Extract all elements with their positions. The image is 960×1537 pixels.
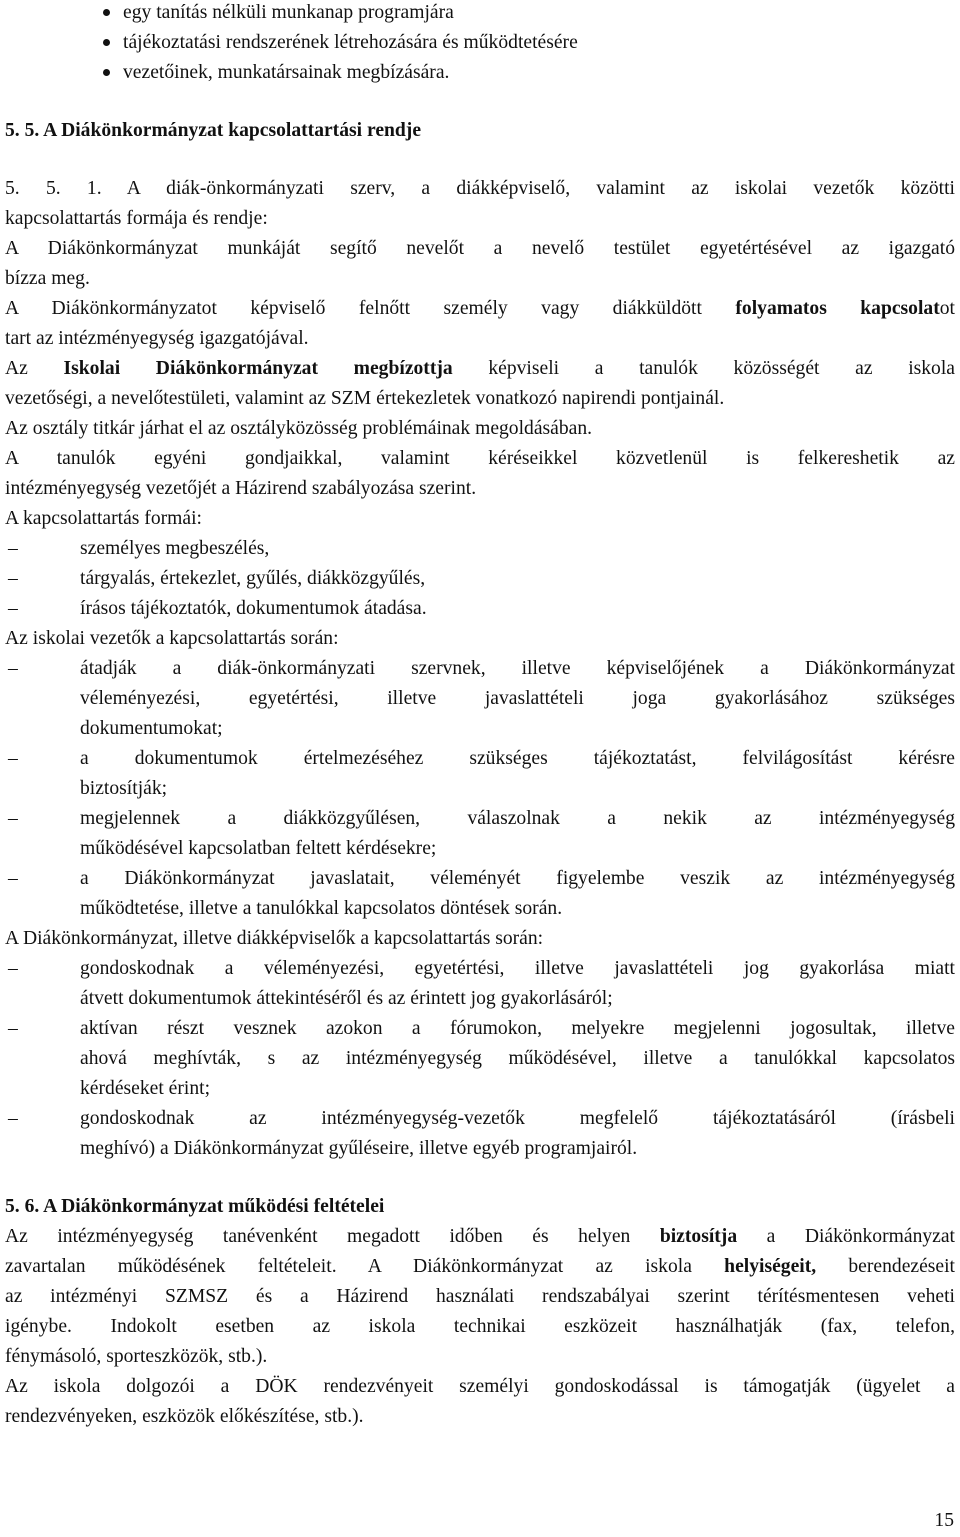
dash-marker: – [8,538,18,559]
dash-marker: – [8,748,18,769]
paragraph-line: vezetőségi, a nevelőtestületi, valamint az SZM értekezletek vonatkozó napirendi pontjainál. [5,388,725,409]
bullet-text: egy tanítás nélküli munkanap programjára [123,2,454,23]
dash-marker: – [8,568,18,589]
list-item-continuation: átvett dokumentumok áttekintéséről és az érintett jog gyakorlásáról; [80,988,613,1009]
bold-phrase: biztosítja [659,1226,738,1247]
list-item: – a Diákönkormányzat javaslatait, véleményét figyelembe veszik az intézményegység [5,864,955,894]
paragraph-line: A Diákönkormányzat munkáját segítő nevelőt a nevelő testület egyetértésével az igazgató [5,238,955,259]
dash-marker: – [8,598,18,619]
list-item-continuation: véleményezési, egyetértési, illetve javaslattételi joga gyakorlásához szükséges [80,688,955,709]
dash-marker: – [8,658,18,679]
paragraph-line: kapcsolattartás formája és rendje: [5,208,268,229]
dash-marker: – [8,808,18,829]
list-intro: Az iskolai vezetők a kapcsolattartás során: [5,628,339,649]
list-item-continuation: működtetése, illetve a tanulókkal kapcsolatos döntések során. [80,898,563,919]
paragraph-line: fénymásoló, sporteszközök, stb.). [5,1346,268,1367]
dash-marker: – [8,1018,18,1039]
list-item-continuation: működésével kapcsolatban feltett kérdésekre; [80,838,437,859]
paragraph-line: A Diákönkormányzatot képviselő felnőtt személy vagy diákküldött folyamatos kapcsolatot [5,298,955,319]
list-item: – megjelennek a diákközgyűlésen, válaszolnak a nekik az intézményegység [5,804,955,834]
paragraph-line: zavartalan működésének feltételeit. A Diákönkormányzat az iskola helyiségeit, berendezéseit [5,1256,955,1277]
list-item-continuation: dokumentumokat; [80,718,223,739]
paragraph-line: 5. 5. 1. A diák-önkormányzati szerv, a diákképviselő, valamint az iskolai vezetők közötti [5,178,955,199]
list-item: – a dokumentumok értelmezéséhez szükséges tájékoztatást, felvilágosítást kérésre [5,744,955,774]
bullet-item [5,28,955,58]
paragraph-line: rendezvényeken, eszközök előkészítése, stb.). [5,1406,364,1427]
list-item: – tárgyalás, értekezlet, gyűlés, diákközgyűlés, [5,564,955,594]
list-item: – gondoskodnak a véleményezési, egyetértési, illetve javaslattételi jog gyakorlása miatt [5,954,955,984]
list-item: – átadják a diák-önkormányzati szervnek, illetve képviselőjének a Diákönkormányzat [5,654,955,684]
dash-marker: – [8,868,18,889]
list-intro: A kapcsolattartás formái: [5,508,202,529]
bold-phrase: helyiségeit, [724,1256,817,1277]
paragraph-line: Az intézményegység tanévenként megadott időben és helyen biztosítja a Diákönkormányzat [5,1226,955,1247]
paragraph-line: az intézményi SZMSZ és a Házirend használati rendszabályai szerint térítésmentesen veheti [5,1286,955,1307]
paragraph-line: igénybe. Indokolt esetben az iskola technikai eszközeit használhatják (fax, telefon, [5,1316,955,1337]
bullet-dot-icon [103,69,110,76]
dash-marker: – [8,1108,18,1129]
list-item-continuation: kérdéseket érint; [80,1078,211,1099]
bold-phrase: Iskolai Diákönkormányzat megbízottja [63,358,453,379]
document-page [5,0,955,1432]
bullet-dot-icon [103,9,110,16]
dash-marker: – [8,958,18,979]
list-item: – aktívan részt vesznek azokon a fórumokon, melyekre megjelenni jogosultak, illetve [5,1014,955,1044]
bullet-dot-icon [103,39,110,46]
list-item-continuation: ahová meghívták, s az intézményegység működésével, illetve a tanulókkal kapcsolatos [80,1048,955,1069]
list-item-continuation: biztosítják; [80,778,168,799]
list-item-continuation: meghívó) a Diákönkormányzat gyűléseire, illetve egyéb programjairól. [80,1138,638,1159]
bullet-item [5,58,955,88]
bullet-item [5,0,955,28]
bullet-text: vezetőinek, munkatársainak megbízására. [123,62,450,83]
section-heading-5-5: 5. 5. A Diákönkormányzat kapcsolattartási rendje [5,120,422,141]
paragraph-line: A tanulók egyéni gondjaikkal, valamint kéréseikkel közvetlenül is felkereshetik az [5,448,955,469]
paragraph-line: Az iskola dolgozói a DÖK rendezvényeit személyi gondoskodással is támogatják (ügyelet a [5,1376,955,1397]
paragraph-line: Az Iskolai Diákönkormányzat megbízottja képviseli a tanulók közösségét az iskola [5,358,955,379]
paragraph-line: tart az intézményegység igazgatójával. [5,328,309,349]
paragraph-line: intézményegység vezetőjét a Házirend szabályozása szerint. [5,478,477,499]
list-item: – személyes megbeszélés, [5,534,955,564]
list-intro: A Diákönkormányzat, illetve diákképviselők a kapcsolattartás során: [5,928,544,949]
page-number: 15 [934,1510,954,1531]
paragraph-line: Az osztály titkár járhat el az osztályközösség problémáinak megoldásában. [5,418,593,439]
list-item: – gondoskodnak az intézményegység-vezetők megfelelő tájékoztatásáról (írásbeli [5,1104,955,1134]
section-heading-5-6: 5. 6. A Diákönkormányzat működési feltételei [5,1196,385,1217]
bold-phrase: folyamatos kapcsolat [735,298,940,319]
paragraph-line: bízza meg. [5,268,90,289]
bullet-text: tájékoztatási rendszerének létrehozására és működtetésére [123,32,578,53]
list-item: – írásos tájékoztatók, dokumentumok átadása. [5,594,955,624]
